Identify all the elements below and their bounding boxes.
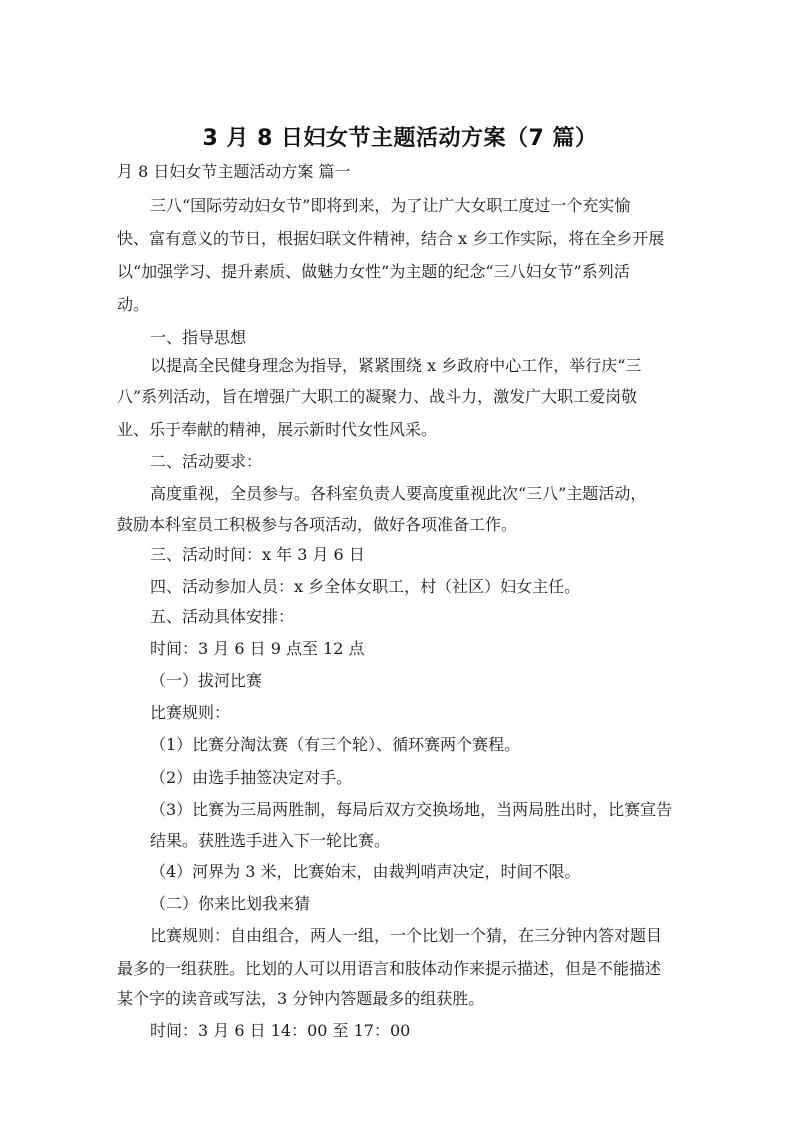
paragraph-requirements-line-2: 鼓励本科室员工积极参与各项活动，做好各项准备工作。 [117,515,518,534]
heading-arrangements: 五、活动具体安排： [150,607,295,626]
paragraph-guiding-line-3: 业、乐于奉献的精神，展示新时代女性风采。 [117,420,438,439]
morning-time: 时间：3 月 6 日 9 点至 12 点 [150,639,365,658]
charades-rules-line-1: 比赛规则：自由组合，两人一组，一个比划一个猜，在三分钟内答对题目 [150,926,663,945]
charades-rules-line-2: 最多的一组获胜。比划的人可以用语言和肢体动作来提示描述，但是不能描述 [117,959,662,978]
paragraph-intro-line-1: 三八“国际劳动妇女节”即将到来，为了让广大女职工度过一个充实愉 [150,196,631,215]
heading-activity-requirements: 二、活动要求： [150,452,263,471]
heading-guiding-thought: 一、指导思想 [150,328,247,347]
paragraph-requirements-line-1: 高度重视，全员参与。各科室负责人要高度重视此次“三八”主题活动， [150,484,647,503]
afternoon-time: 时间：3 月 6 日 14：00 至 17：00 [150,1021,411,1040]
paragraph-guiding-line-1: 以提高全民健身理念为指导，紧紧围绕 x 乡政府中心工作，举行庆“三 [150,356,642,375]
heading-participants: 四、活动参加人员：x 乡全体女职工，村（社区）妇女主任。 [150,577,581,596]
tug-of-war-rules-label: 比赛规则： [150,703,231,722]
rule-4: （4）河界为 3 米，比赛始末，由裁判哨声决定，时间不限。 [150,862,581,881]
paragraph-intro-line-3: 以“加强学习、提升素质、做魅力女性”为主题的纪念“三八妇女节”系列活 [117,262,630,281]
rule-3-line-2: 结果。获胜选手进入下一轮比赛。 [150,831,391,850]
document-title: 3 月 8 日妇女节主题活动方案（7 篇） [202,126,598,151]
rule-2: （2）由选手抽签决定对手。 [150,768,353,787]
paragraph-intro-line-4: 动。 [117,295,150,314]
rule-3-line-1: （3）比赛为三局两胜制，每局后双方交换场地，当两局胜出时，比赛宣告 [150,800,673,819]
subheading-tug-of-war: （一）拔河比赛 [150,671,263,690]
charades-rules-line-3: 某个字的读音或写法，3 分钟内答题最多的组获胜。 [117,989,485,1008]
section-heading-part-1: 月 8 日妇女节主题活动方案 篇一 [117,162,351,181]
rule-1: （1）比赛分淘汰赛（有三个轮）、循环赛两个赛程。 [150,735,521,754]
subheading-charades: （二）你来比划我来猜 [150,894,311,913]
paragraph-intro-line-2: 快、富有意义的节日，根据妇联文件精神，结合 x 乡工作实际，将在全乡开展 [117,229,665,248]
paragraph-guiding-line-2: 八”系列活动，旨在增强广大职工的凝聚力、战斗力，激发广大职工爱岗敬 [117,387,638,406]
heading-activity-time: 三、活动时间：x 年 3 月 6 日 [150,545,365,564]
